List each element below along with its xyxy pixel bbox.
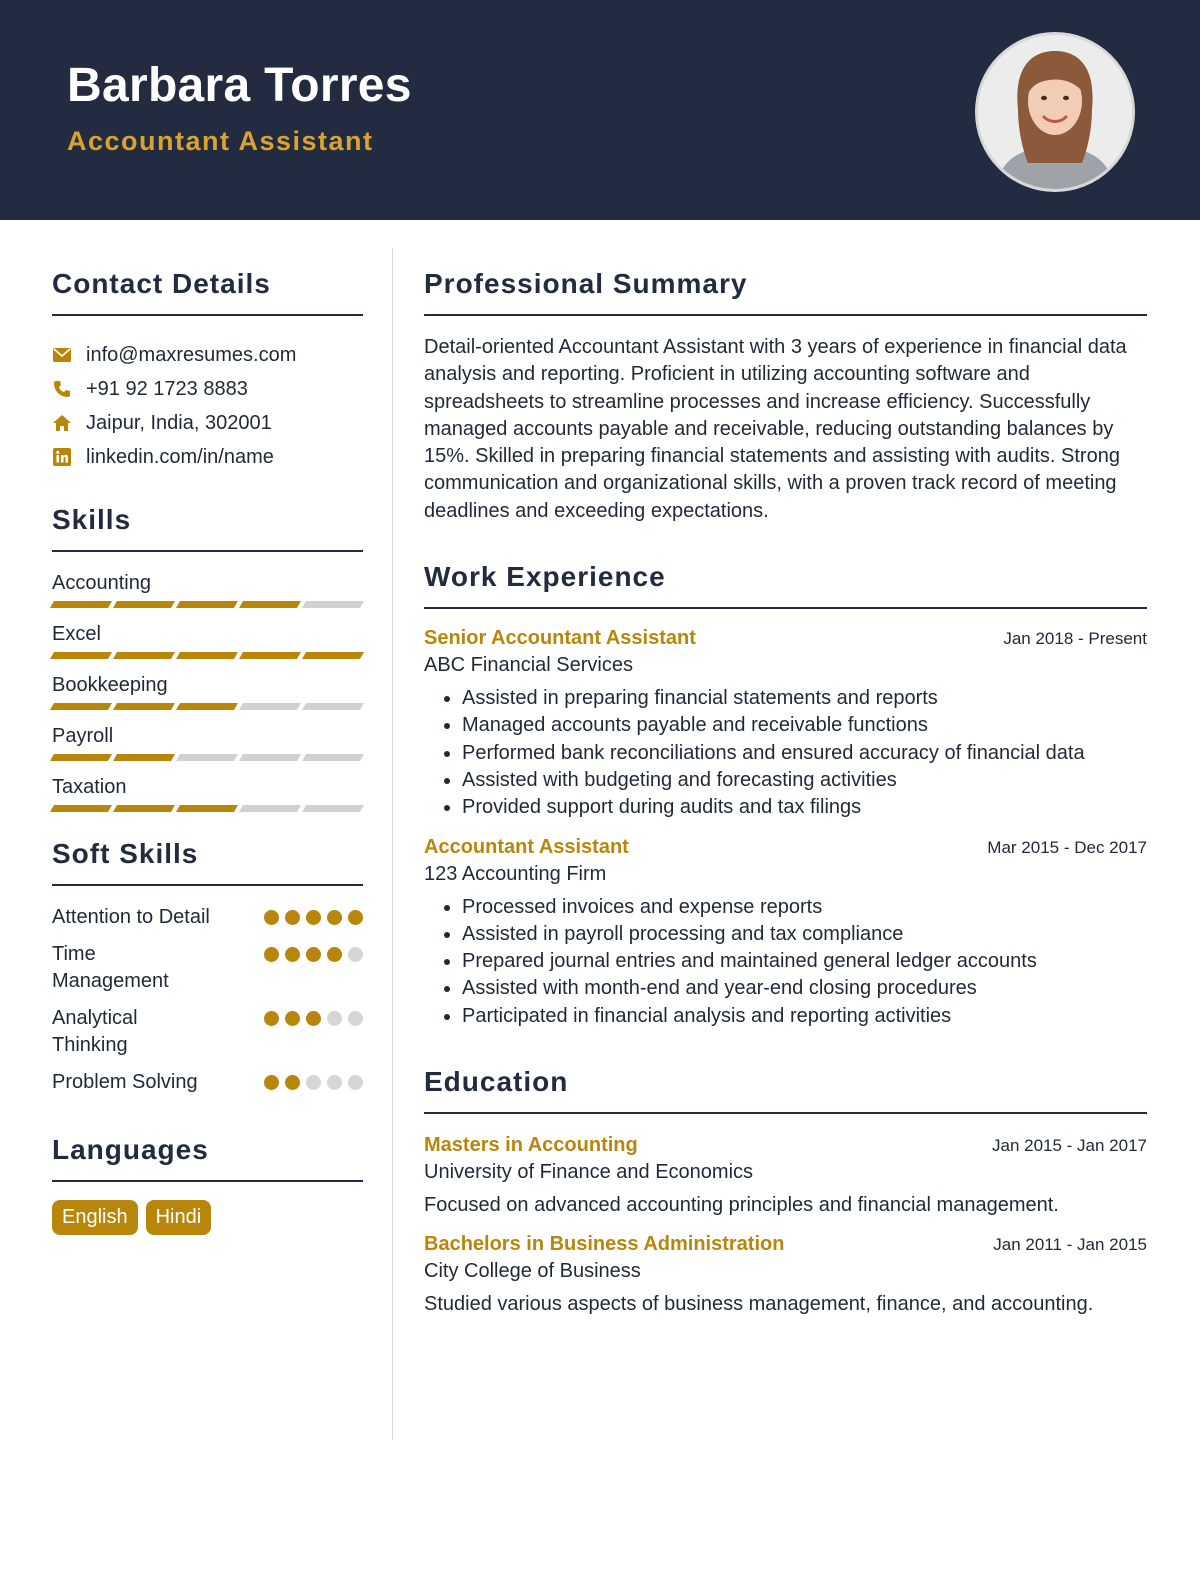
education-entry (424, 1134, 1147, 1217)
resume-header (0, 0, 1200, 220)
candidate-title: Accountant Assistant (67, 126, 374, 156)
job-bullet: • Participated in financial analysis and reporting activities (462, 1003, 1147, 1030)
skill-segment-filled (113, 754, 175, 761)
job-bullet: • Assisted in preparing financial statements and reports (462, 685, 1147, 712)
rating-dot-filled (264, 947, 279, 962)
school-name: University of Finance and Economics (424, 1161, 754, 1184)
education-dates: Jan 2011 - Jan 2015 (993, 1235, 1147, 1255)
soft-skill-item (52, 941, 363, 995)
school-name: City College of Business (424, 1260, 641, 1283)
rating-dot-empty (348, 947, 363, 962)
skill-segment-filled (113, 652, 175, 659)
skill-segment-filled (176, 601, 238, 608)
home-icon (52, 413, 72, 433)
education-heading: Education (424, 1066, 1147, 1114)
rating-dot-filled (264, 1075, 279, 1090)
contact-heading: Contact Details (52, 268, 363, 316)
summary-text: Detail-oriented Accountant Assistant with 3 years of experience in financial data analysis and reporting. Proficient in utilizing accounting software and spreadsheets to streamline processes and increase efficiency. Successfully managed accounts payable and receivable, reducing outstanding balances by 15%. Skilled in preparing financial statements and assisting with audits. Strong communication and organizational skills, with a proven track record of meeting deadlines and exceeding expectations. (424, 336, 1127, 522)
soft-skills-list (52, 904, 363, 1096)
skill-segment-filled (176, 652, 238, 659)
skills-section (52, 504, 363, 812)
soft-skill-rating (264, 1011, 363, 1026)
summary-section (424, 268, 1147, 525)
job-bullet: • Prepared journal entries and maintained general ledger accounts (462, 948, 1147, 975)
job-dates: Jan 2018 - Present (1003, 629, 1147, 649)
skill-segment-filled (50, 754, 112, 761)
rating-dot-filled (306, 1011, 321, 1026)
experience-section (424, 561, 1147, 1030)
linkedin-icon (52, 447, 72, 467)
candidate-name: Barbara Torres (67, 59, 412, 112)
soft-skill-name: Analytical Thinking (52, 1007, 138, 1056)
degree-title: Bachelors in Business Administration (424, 1233, 785, 1256)
languages-heading: Languages (52, 1134, 363, 1182)
rating-dot-filled (285, 1075, 300, 1090)
skill-segment-filled (50, 805, 112, 812)
skill-segment-filled (239, 601, 301, 608)
job-bullet: • Assisted with month-end and year-end closing procedures (462, 975, 1147, 1002)
job-bullet: • Processed invoices and expense reports (462, 894, 1147, 921)
rating-dot-empty (348, 1075, 363, 1090)
job-bullets (424, 685, 1147, 821)
skill-name: Bookkeeping (52, 674, 168, 696)
contact-linkedin-text[interactable]: linkedin.com/in/name (86, 445, 274, 468)
soft-skill-item (52, 1005, 363, 1059)
soft-skill-name: Problem Solving (52, 1071, 198, 1093)
contact-email (52, 338, 363, 372)
education-description: Focused on advanced accounting principles and financial management. (424, 1194, 1059, 1217)
avatar-illustration (978, 35, 1132, 189)
education-description: Studied various aspects of business management, finance, and accounting. (424, 1293, 1094, 1316)
rating-dot-filled (264, 1011, 279, 1026)
contact-phone-text[interactable]: +91 92 1723 8883 (86, 377, 248, 400)
soft-skill-name: Attention to Detail (52, 906, 210, 928)
skill-segment-empty (302, 703, 364, 710)
rating-dot-empty (327, 1075, 342, 1090)
job-bullet: • Assisted with budgeting and forecasting activities (462, 767, 1147, 794)
soft-skill-rating (264, 947, 363, 962)
rating-dot-empty (306, 1075, 321, 1090)
rating-dot-filled (306, 947, 321, 962)
rating-dot-filled (285, 947, 300, 962)
skill-segment-empty (239, 754, 301, 761)
phone-icon (52, 379, 72, 399)
skill-name: Payroll (52, 725, 114, 747)
contact-linkedin (52, 440, 363, 474)
job-header (424, 836, 1147, 859)
experience-heading: Work Experience (424, 561, 1147, 609)
job-bullet: • Assisted in payroll processing and tax compliance (462, 921, 1147, 948)
skill-segment-filled (50, 601, 112, 608)
skill-item (52, 621, 363, 659)
skill-segment-filled (113, 601, 175, 608)
job-entry (424, 836, 1147, 1030)
education-header (424, 1233, 1147, 1256)
skill-level-bar (52, 601, 363, 608)
skills-heading: Skills (52, 504, 363, 552)
contact-section (52, 268, 363, 474)
skill-name: Excel (52, 623, 101, 645)
skill-segment-empty (239, 703, 301, 710)
rating-dot-filled (285, 910, 300, 925)
rating-dot-filled (264, 910, 279, 925)
envelope-icon (52, 345, 72, 365)
education-section (424, 1066, 1147, 1316)
skill-segment-filled (176, 703, 238, 710)
skill-name: Taxation (52, 776, 127, 798)
skill-item (52, 723, 363, 761)
contact-email-text[interactable]: info@maxresumes.com (86, 343, 297, 366)
job-dates: Mar 2015 - Dec 2017 (987, 837, 1147, 857)
skill-segment-filled (113, 703, 175, 710)
skill-segment-empty (302, 754, 364, 761)
job-title: Senior Accountant Assistant (424, 627, 696, 650)
skill-level-bar (52, 754, 363, 761)
soft-skill-rating (264, 910, 363, 925)
contact-list (52, 338, 363, 474)
skill-segment-filled (302, 652, 364, 659)
skills-list (52, 570, 363, 812)
job-bullet: • Performed bank reconciliations and ensured accuracy of financial data (462, 740, 1147, 767)
skill-segment-filled (113, 805, 175, 812)
rating-dot-filled (348, 910, 363, 925)
soft-skills-heading: Soft Skills (52, 838, 363, 886)
column-divider (392, 248, 393, 1440)
left-column (52, 268, 363, 1235)
job-entry (424, 627, 1147, 821)
rating-dot-filled (327, 947, 342, 962)
avatar (975, 32, 1135, 192)
right-column (424, 268, 1147, 1316)
job-title: Accountant Assistant (424, 835, 629, 858)
skill-segment-filled (176, 805, 238, 812)
skill-segment-empty (176, 754, 238, 761)
degree-title: Masters in Accounting (424, 1134, 638, 1157)
skill-level-bar (52, 805, 363, 812)
job-bullets (424, 894, 1147, 1030)
education-dates: Jan 2015 - Jan 2017 (991, 1136, 1147, 1156)
rating-dot-filled (306, 910, 321, 925)
summary-heading: Professional Summary (424, 268, 1147, 316)
language-tags (52, 1200, 363, 1235)
skill-level-bar (52, 652, 363, 659)
job-company: ABC Financial Services (424, 654, 633, 677)
skill-level-bar (52, 703, 363, 710)
skill-segment-filled (239, 652, 301, 659)
education-header (424, 1134, 1147, 1157)
soft-skill-rating (264, 1075, 363, 1090)
job-header (424, 627, 1147, 650)
skill-segment-filled (50, 703, 112, 710)
soft-skills-section (52, 838, 363, 1096)
skill-segment-empty (239, 805, 301, 812)
rating-dot-empty (348, 1011, 363, 1026)
job-company: 123 Accounting Firm (424, 862, 607, 885)
skill-segment-empty (302, 805, 364, 812)
skill-item (52, 672, 363, 710)
education-entry (424, 1233, 1147, 1316)
skill-item (52, 774, 363, 812)
rating-dot-filled (285, 1011, 300, 1026)
soft-skill-name: Time Management (52, 943, 169, 992)
languages-section (52, 1134, 363, 1235)
contact-address (52, 406, 363, 440)
job-bullet: • Provided support during audits and tax filings (462, 794, 1147, 821)
contact-address-text: Jaipur, India, 302001 (86, 411, 272, 434)
skill-segment-empty (302, 601, 364, 608)
skill-item (52, 570, 363, 608)
skill-name: Accounting (52, 572, 151, 594)
job-bullet: • Managed accounts payable and receivable functions (462, 712, 1147, 739)
language-tag-hindi: Hindi (146, 1200, 212, 1235)
soft-skill-item (52, 1069, 363, 1096)
contact-phone (52, 372, 363, 406)
language-tag-english: English (52, 1200, 138, 1235)
skill-segment-filled (50, 652, 112, 659)
soft-skill-item (52, 904, 363, 931)
rating-dot-filled (327, 910, 342, 925)
rating-dot-empty (327, 1011, 342, 1026)
